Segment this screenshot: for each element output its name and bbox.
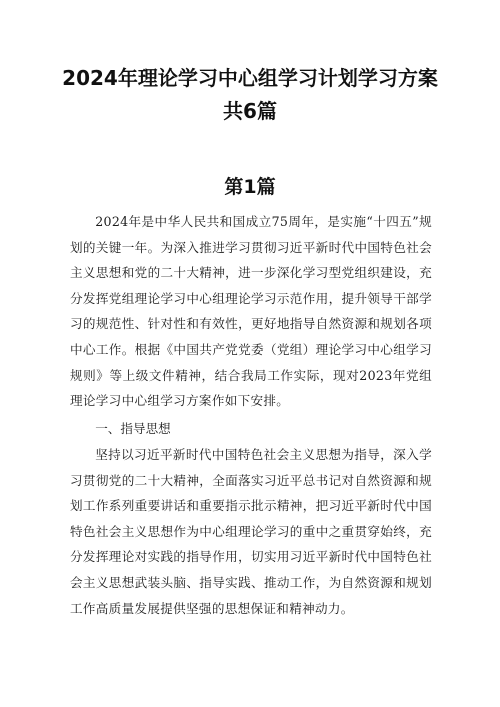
subheading-guiding-thought: 一、指导思想 — [95, 421, 171, 436]
document-title-line-1: 2024年理论学习中心组学习计划学习方案 — [62, 66, 438, 90]
document-title — [40, 62, 460, 128]
document-title-line-2: 共6篇 — [223, 99, 277, 123]
intro-paragraph: 2024年是中华人民共和国成立75周年，是实施“十四五”规划的关键一年。为深入推进学习贯彻习近平新时代中国特色社会主义思想和党的二十大精神，进一步深化学习型党组织建设，充分发挥党组理论学习中心组理论学习示范作用，提升领导干部学习的规范性、针对性和有效性，更好地指导自然资源和规划各项中心工作。根据《中国共产党党委（党组）理论学习中心组学习规则》等上级文件精神，结合我局工作实际，现对2023年党组理论学习中心组学习方案作如下安排。 — [70, 214, 432, 409]
section-title: 第1篇 — [224, 176, 276, 198]
guiding-thought-paragraph: 坚持以习近平新时代中国特色社会主义思想为指导，深入学习贯彻党的二十大精神，全面落实习近平总书记对自然资源和规划工作系列重要讲话和重要指示批示精神，把习近平新时代中国特色社会主义思想作为中心组理论学习的重中之重贯穿始终，充分发挥理论对实践的指导作用，切实用习近平新时代中国特色社会主义思想武装头脑、指导实践、推动工作，为自然资源和规划工作高质量发展提供坚强的思想保证和精神动力。 — [70, 447, 432, 616]
